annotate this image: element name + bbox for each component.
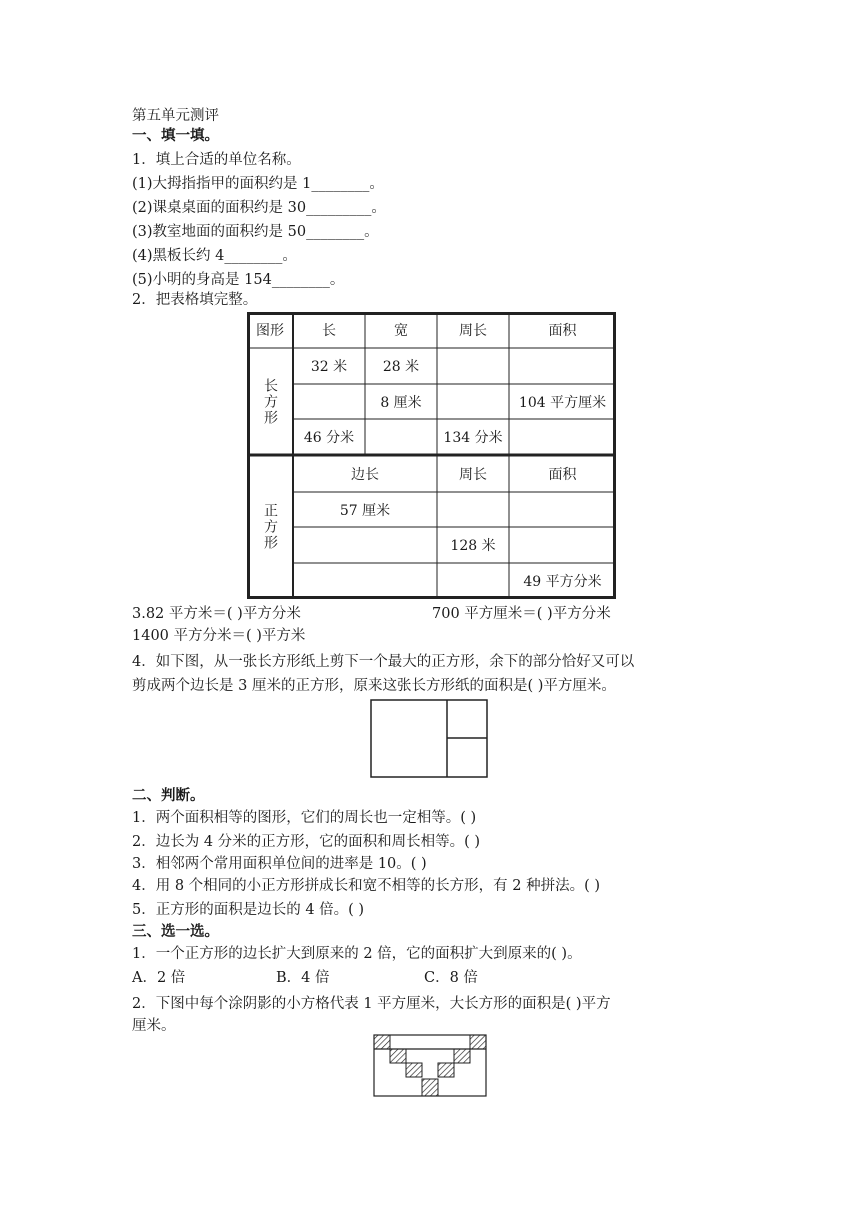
table-cell bbox=[293, 563, 437, 599]
judge-item: 1．两个面积相等的图形，它们的周长也一定相等。( ) bbox=[132, 810, 477, 826]
table-cell bbox=[293, 527, 437, 563]
question-4: 剪成两个边长是 3 厘米的正方形，原来这张长方形纸的面积是( )平方厘米。 bbox=[132, 678, 616, 694]
table-header-cell: 图形 bbox=[256, 323, 284, 339]
table-cell: 28 米 bbox=[382, 359, 420, 375]
judge-item: 3．相邻两个常用面积单位间的进率是 10。( ) bbox=[132, 856, 427, 872]
table-cell: 32 米 bbox=[310, 359, 348, 375]
table-cell bbox=[509, 348, 616, 384]
table-cell bbox=[509, 492, 616, 527]
table-header-cell: 面积 bbox=[548, 466, 577, 483]
table-cell bbox=[437, 348, 509, 384]
table-header-cell: 边长 bbox=[351, 466, 379, 483]
table-cell: 46 分米 bbox=[303, 430, 355, 446]
question-1-item: (5)小明的身高是 154________。 bbox=[132, 272, 345, 288]
table-header-cell: 面积 bbox=[548, 323, 577, 339]
table-cell bbox=[293, 384, 365, 419]
table-cell bbox=[509, 419, 616, 455]
question-1-item: (1)大拇指指甲的面积约是 1________。 bbox=[132, 176, 384, 192]
table-cell bbox=[437, 563, 509, 599]
choose-option-c: C．8 倍 bbox=[424, 970, 478, 986]
fill-table bbox=[247, 312, 616, 599]
table-cell bbox=[509, 527, 616, 563]
table-header-cell: 宽 bbox=[394, 323, 408, 339]
table-cell: 128 米 bbox=[450, 538, 496, 554]
table-header-cell: 长 bbox=[322, 323, 336, 339]
question-3-a: 3.82 平方米＝( )平方分米 bbox=[132, 606, 301, 622]
table-cell bbox=[437, 384, 509, 419]
judge-item: 5．正方形的面积是边长的 4 倍。( ) bbox=[132, 902, 365, 918]
question-3-c: 1400 平方分米＝( )平方米 bbox=[132, 628, 306, 644]
judge-item: 2．边长为 4 分米的正方形，它的面积和周长相等。( ) bbox=[132, 834, 481, 850]
table-header-cell: 周长 bbox=[459, 323, 487, 339]
choose-question-2: 2．下图中每个涂阴影的小方格代表 1 平方厘米，大长方形的面积是( )平方 bbox=[132, 996, 611, 1012]
section-heading-choose: 三、选一选。 bbox=[132, 924, 219, 940]
table-cell bbox=[365, 419, 437, 455]
question-3-b: 700 平方厘米＝( )平方分米 bbox=[432, 606, 611, 622]
question-2: 2．把表格填完整。 bbox=[132, 292, 258, 308]
question-1-item: (2)课桌桌面的面积约是 30_________。 bbox=[132, 200, 386, 216]
choose-question-1: 1．一个正方形的边长扩大到原来的 2 倍，它的面积扩大到原来的( )。 bbox=[132, 946, 582, 962]
table-cell: 57 厘米 bbox=[339, 502, 391, 519]
rectangle-row-label: 长方形 bbox=[262, 377, 278, 426]
shaded-squares-figure bbox=[373, 1034, 487, 1098]
question-1-item: (3)教室地面的面积约是 50________。 bbox=[132, 224, 379, 240]
page-title: 第五单元测评 bbox=[132, 108, 219, 124]
choose-option-a: A．2 倍 bbox=[132, 970, 186, 986]
question-1-item: (4)黑板长约 4________。 bbox=[132, 248, 297, 264]
judge-item: 4．用 8 个相同的小正方形拼成长和宽不相等的长方形，有 2 种拼法。( ) bbox=[132, 878, 601, 894]
section-heading-judge: 二、判断。 bbox=[132, 788, 205, 804]
table-header-cell: 周长 bbox=[459, 466, 487, 483]
choose-question-2: 厘米。 bbox=[132, 1018, 176, 1034]
square-row-label: 正方形 bbox=[262, 503, 278, 551]
table-cell: 49 平方分米 bbox=[523, 574, 602, 590]
question-4: 4．如下图，从一张长方形纸上剪下一个最大的正方形，余下的部分恰好又可以 bbox=[132, 654, 635, 670]
table-cell: 8 厘米 bbox=[380, 394, 422, 411]
rectangle-cut-figure bbox=[370, 699, 488, 779]
table-cell bbox=[437, 492, 509, 527]
table-cell: 134 分米 bbox=[443, 430, 503, 446]
section-heading-fill: 一、填一填。 bbox=[132, 128, 219, 144]
choose-option-b: B．4 倍 bbox=[276, 970, 330, 986]
table-cell: 104 平方厘米 bbox=[518, 394, 607, 411]
question-1: 1．填上合适的单位名称。 bbox=[132, 152, 301, 168]
